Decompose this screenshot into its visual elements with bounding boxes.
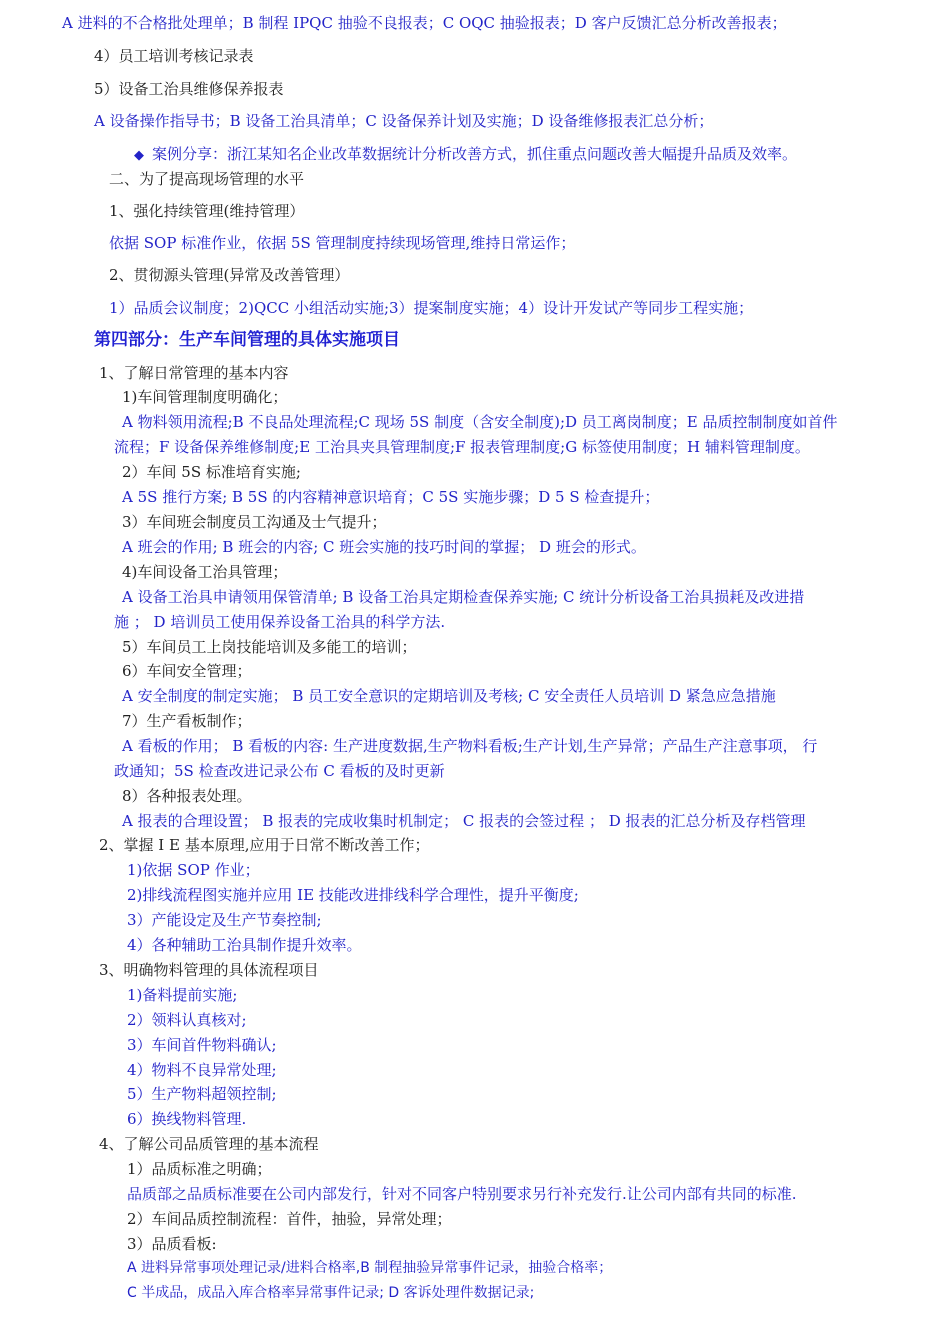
part-heading: 第四部分：生产车间管理的具体实施项目 [94, 330, 400, 350]
text-line: A 5S 推行方案; B 5S 的内容精神意识培育；C 5S 实施步骤；D 5 S 检查提升； [122, 488, 660, 506]
diamond-bullet-icon: ◆ [134, 148, 144, 163]
text-line: 流程；F 设备保养维修制度;E 工治具夹具管理制度;F 报表管理制度;G 标签使用制度；H 辅料管理制度。 [114, 438, 810, 456]
text-line: 2、掌握 I E 基本原理,应用于日常不断改善工作； [99, 836, 430, 854]
text-line: 2、贯彻源头管理(异常及改善管理） [109, 266, 350, 284]
text-line: 4）物料不良异常处理; [127, 1061, 277, 1079]
text-line: C 半成品，成品入库合格率异常事件记录; D 客诉处理件数据记录; [127, 1285, 535, 1301]
text-line: 1)备料提前实施; [127, 986, 238, 1004]
text-line: A 班会的作用; B 班会的内容; C 班会实施的技巧时间的掌握； D 班会的形式。 [122, 538, 646, 556]
text-line: 2)排线流程图实施并应用 IE 技能改进排线科学合理性，提升平衡度; [127, 886, 579, 904]
case-share-line [134, 144, 797, 166]
text-line: 1)车间管理制度明确化； [122, 388, 288, 406]
text-line: 4)车间设备工治具管理； [122, 563, 288, 581]
section-subheading: 二、为了提高现场管理的水平 [109, 170, 305, 188]
text-line: 8）各种报表处理。 [122, 787, 252, 805]
text-line: 5）车间员工上岗技能培训及多能工的培训； [122, 638, 417, 656]
text-line: 政通知；5S 检查改进记录公布 C 看板的及时更新 [114, 762, 445, 780]
text-line: A 看板的作用； B 看板的内容: 生产进度数据,生产物料看板;生产计划,生产异常；产品生产注意事项， 行 [122, 737, 818, 755]
text-line: 2）领料认真核对; [127, 1011, 247, 1029]
text-line: 1）品质标准之明确； [127, 1160, 272, 1178]
text-line: A 设备操作指导书；B 设备工治具清单；C 设备保养计划及实施；D 设备维修报表汇总分析； [94, 112, 714, 130]
text-line: 5）生产物料超领控制; [127, 1085, 277, 1103]
text-line: 6）车间安全管理； [122, 662, 252, 680]
text-line: 3）品质看板: [127, 1235, 217, 1253]
text-line: 3）车间班会制度员工沟通及士气提升； [122, 513, 387, 531]
text-line: 4、了解公司品质管理的基本流程 [99, 1135, 319, 1153]
text-line: 2）车间 5S 标准培育实施; [122, 463, 301, 481]
text-line: 5）设备工治具维修保养报表 [94, 80, 284, 98]
text-line: 依据 SOP 标准作业，依据 5S 管理制度持续现场管理,维持日常运作； [109, 234, 576, 252]
text-line: 4）员工培训考核记录表 [94, 47, 254, 65]
text-line: A 设备工治具申请领用保管清单; B 设备工治具定期检查保养实施; C 统计分析设备工治具损耗及改进措 [122, 588, 805, 606]
text-line: 1、了解日常管理的基本内容 [99, 364, 289, 382]
text-line: A 物料领用流程;B 不良品处理流程;C 现场 5S 制度（含安全制度);D 员工离岗制度；E 品质控制制度如首件 [122, 413, 838, 431]
text-line: 6）换线物料管理. [127, 1110, 247, 1128]
text-line: A 进料异常事项处理记录/进料合格率,B 制程抽验异常事件记录，抽验合格率； [127, 1260, 613, 1276]
text-line: A 安全制度的制定实施； B 员工安全意识的定期培训及考核; C 安全责任人员培训 D 紧急应急措施 [122, 687, 776, 705]
text-line: 2）车间品质控制流程：首件，抽验，异常处理； [127, 1210, 452, 1228]
text-line: A 报表的合理设置； B 报表的完成收集时机制定； C 报表的会签过程 ； D 报表的汇总分析及存档管理 [122, 812, 806, 830]
text-line: 3）产能设定及生产节奏控制; [127, 911, 322, 929]
text-line: 3、明确物料管理的具体流程项目 [99, 961, 319, 979]
text-line: 1)依据 SOP 作业； [127, 861, 260, 879]
text-line: 1）品质会议制度；2)QCC 小组活动实施;3）提案制度实施；4）设计开发试产等同步工程实施； [109, 299, 754, 317]
text-line: 1、强化持续管理(维持管理） [109, 202, 305, 220]
text-line: 品质部之品质标准要在公司内部发行，针对不同客户特别要求另行补充发行.让公司内部有共同的标准. [127, 1185, 797, 1203]
case-share-text: 案例分享：浙江某知名企业改革数据统计分析改善方式，抓住重点问题改善大幅提升品质及效率。 [152, 145, 798, 163]
text-line: 施 ； D 培训员工使用保养设备工治具的科学方法. [114, 613, 446, 631]
text-line: 7）生产看板制作； [122, 712, 252, 730]
text-line: 4）各种辅助工治具制作提升效率。 [127, 936, 362, 954]
text-line: 3）车间首件物料确认; [127, 1036, 277, 1054]
text-line: A 进料的不合格批处理单；B 制程 IPQC 抽验不良报表；C OQC 抽验报表；D 客户反馈汇总分析改善报表； [62, 14, 787, 32]
